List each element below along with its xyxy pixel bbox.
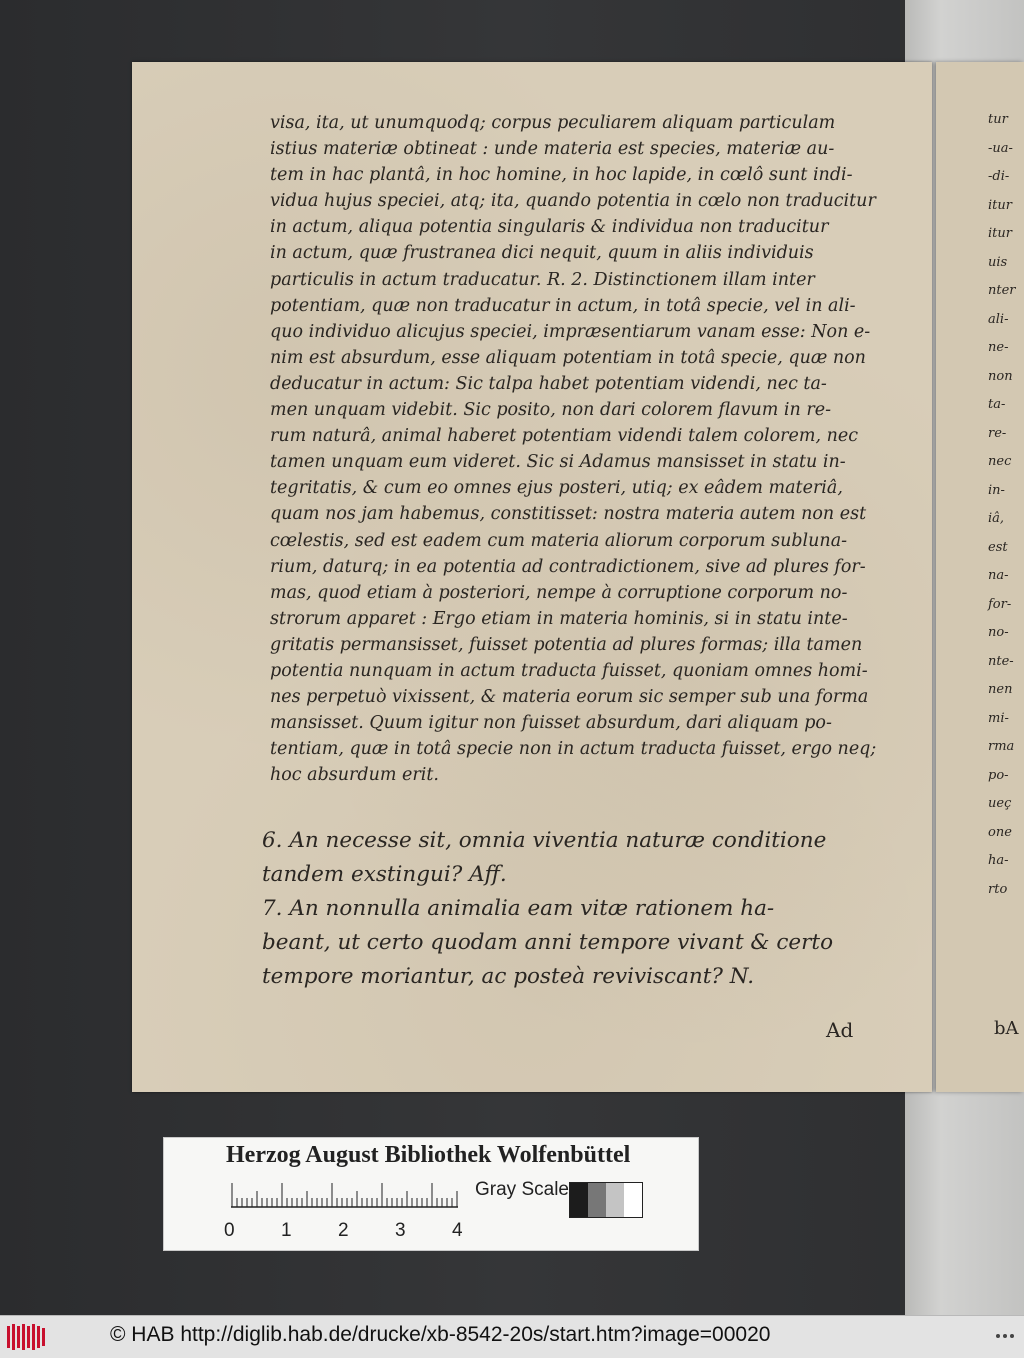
fragment-text: mi- — [988, 710, 1009, 726]
fragment-text: po- — [988, 767, 1009, 783]
fragment-text: one — [988, 824, 1012, 840]
text-line: particulis in actum traducatur. R. 2. Distinctionem illam inter — [270, 269, 815, 290]
fragment-text: nter — [988, 283, 1016, 298]
fragment-text: ne- — [988, 340, 1009, 355]
fragment-text: ta- — [988, 397, 1006, 412]
gray-swatch-cell — [570, 1183, 588, 1217]
text-line: strorum apparet : Ergo etiam in materia hominis, si in statu inte- — [270, 608, 848, 629]
library-name: Herzog August Bibliothek Wolfenbüttel — [226, 1142, 631, 1168]
page-text — [270, 110, 880, 788]
ruler-number: 1 — [281, 1220, 292, 1241]
hab-logo-icon — [6, 1322, 46, 1352]
question-line: tandem exstingui? Aff. — [262, 862, 507, 887]
text-line: hoc absurdum erit. — [270, 765, 439, 786]
fragment-text: nec — [988, 454, 1012, 469]
fragment-text: tur — [988, 112, 1008, 127]
text-line: nes perpetuò vixissent, & materia eorum sic semper sub una forma — [270, 687, 869, 708]
ruler-number: 3 — [395, 1220, 406, 1241]
fragment-text: for- — [988, 596, 1012, 612]
fragment-text: uis — [988, 254, 1008, 270]
gray-scale-label: Gray Scale — [475, 1179, 569, 1200]
text-line: potentiam, quæ non traducatur in actum, in totâ specie, vel in ali- — [270, 295, 856, 316]
fragment-text: non — [988, 368, 1013, 384]
fragment-text: re- — [988, 425, 1007, 441]
fragment-text: rma — [988, 739, 1015, 754]
fragment-text: rto — [988, 881, 1008, 897]
gray-scale-swatch — [569, 1182, 643, 1218]
viewer-footer — [0, 1315, 1024, 1358]
text-line: tentiam, quæ in totâ specie non in actum traducta fuisset, ergo neq; — [270, 739, 877, 760]
text-line: deducatur in actum: Sic talpa habet potentiam videndi, nec ta- — [270, 373, 827, 394]
questions-text — [262, 824, 882, 994]
fragment-text: itur — [988, 226, 1012, 241]
text-line: visa, ita, ut unumquodq; corpus peculiarem aliquam particulam — [270, 113, 836, 133]
text-line: in actum, quæ frustranea dici nequit, quum in aliis individuis — [270, 243, 814, 264]
ruler-numbers — [224, 1220, 484, 1242]
question-line: beant, ut certo quodam anni tempore vivant & certo — [262, 930, 834, 955]
ruler-number: 0 — [224, 1220, 235, 1241]
fragment-text: -ua- — [988, 140, 1013, 156]
fragment-text: no- — [988, 625, 1009, 640]
facing-page-edge — [936, 62, 1024, 1092]
text-line: vidua hujus speciei, atq; ita, quando potentia in cœlo non traducitur — [270, 191, 876, 212]
text-line: mansisset. Quum igitur non fuisset absurdum, dari aliquam po- — [270, 713, 832, 734]
fragment-text: iâ, — [988, 511, 1005, 526]
fragment-text: na- — [988, 568, 1009, 583]
text-line: istius materiæ obtineat : unde materia est species, materiæ au- — [270, 139, 835, 160]
text-line: mas, quod etiam à posteriori, nempe à corruptione corporum no- — [270, 582, 848, 603]
catchword: Ad — [826, 1018, 854, 1042]
fragment-text: itur — [988, 197, 1012, 213]
ruler-number: 4 — [452, 1220, 463, 1241]
text-line: in actum, aliqua potentia singularis & individua non traducitur — [270, 217, 829, 238]
text-line: tamen unquam eum videret. Sic si Adamus mansisset in statu in- — [270, 452, 846, 473]
fragment-text: nte- — [988, 653, 1014, 669]
fragment-text: in- — [988, 482, 1005, 498]
measurement-ruler — [231, 1182, 458, 1208]
fragment-text: est — [988, 539, 1008, 555]
facing-page-catchword: bA — [994, 1018, 1019, 1039]
text-line: quam nos jam habemus, constitisset: nostra materia autem non est — [270, 504, 867, 525]
more-icon[interactable] — [994, 1330, 1016, 1342]
ruler-number: 2 — [338, 1220, 349, 1241]
gray-swatch-cell — [624, 1183, 642, 1217]
fragment-text: ali- — [988, 311, 1009, 327]
question-line: 6. An necesse sit, omnia viventia naturæ conditione — [262, 828, 827, 853]
text-line: cœlestis, sed est eadem cum materia aliorum corporum subluna- — [270, 530, 848, 551]
text-line: potentia nunquam in actum traducta fuisset, quoniam omnes homi- — [270, 660, 868, 681]
fragment-text: ha- — [988, 853, 1009, 868]
question-line: tempore moriantur, ac posteà reviviscant? N. — [262, 964, 755, 989]
text-line: nim est absurdum, esse aliquam potentiam in totâ specie, quæ non — [270, 347, 866, 368]
text-line: rum naturâ, animal haberet potentiam videndi talem colorem, nec — [270, 426, 859, 447]
gray-swatch-cell — [588, 1183, 606, 1217]
fragment-text: nen — [988, 682, 1013, 697]
fragment-text: -di- — [988, 169, 1010, 184]
text-line: quo individuo alicujus speciei, impræsentiarum vanam esse: Non e- — [270, 321, 871, 342]
text-line: rium, daturq; in ea potentia ad contradictionem, sive ad plures for- — [270, 556, 866, 577]
library-scale-card — [163, 1137, 699, 1251]
question-line: 7. An nonnulla animalia eam vitæ rationem ha- — [262, 896, 775, 921]
text-line: gritatis permansisset, fuisset potentia ad plures formas; illa tamen — [270, 634, 863, 655]
text-line: tegritatis, & cum eo omnes ejus posteri, utiq; ex eâdem materiâ, — [270, 478, 843, 499]
gray-swatch-cell — [606, 1183, 624, 1217]
copyright-url[interactable]: © HAB http://diglib.hab.de/drucke/xb-8542-20s/start.htm?image=00020 — [110, 1323, 771, 1346]
text-line: tem in hac plantâ, in hoc homine, in hoc lapide, in cœlô sunt indi- — [270, 165, 853, 186]
fragment-text: ueç — [988, 796, 1012, 811]
text-line: men unquam videbit. Sic posito, non dari colorem flavum in re- — [270, 400, 831, 421]
